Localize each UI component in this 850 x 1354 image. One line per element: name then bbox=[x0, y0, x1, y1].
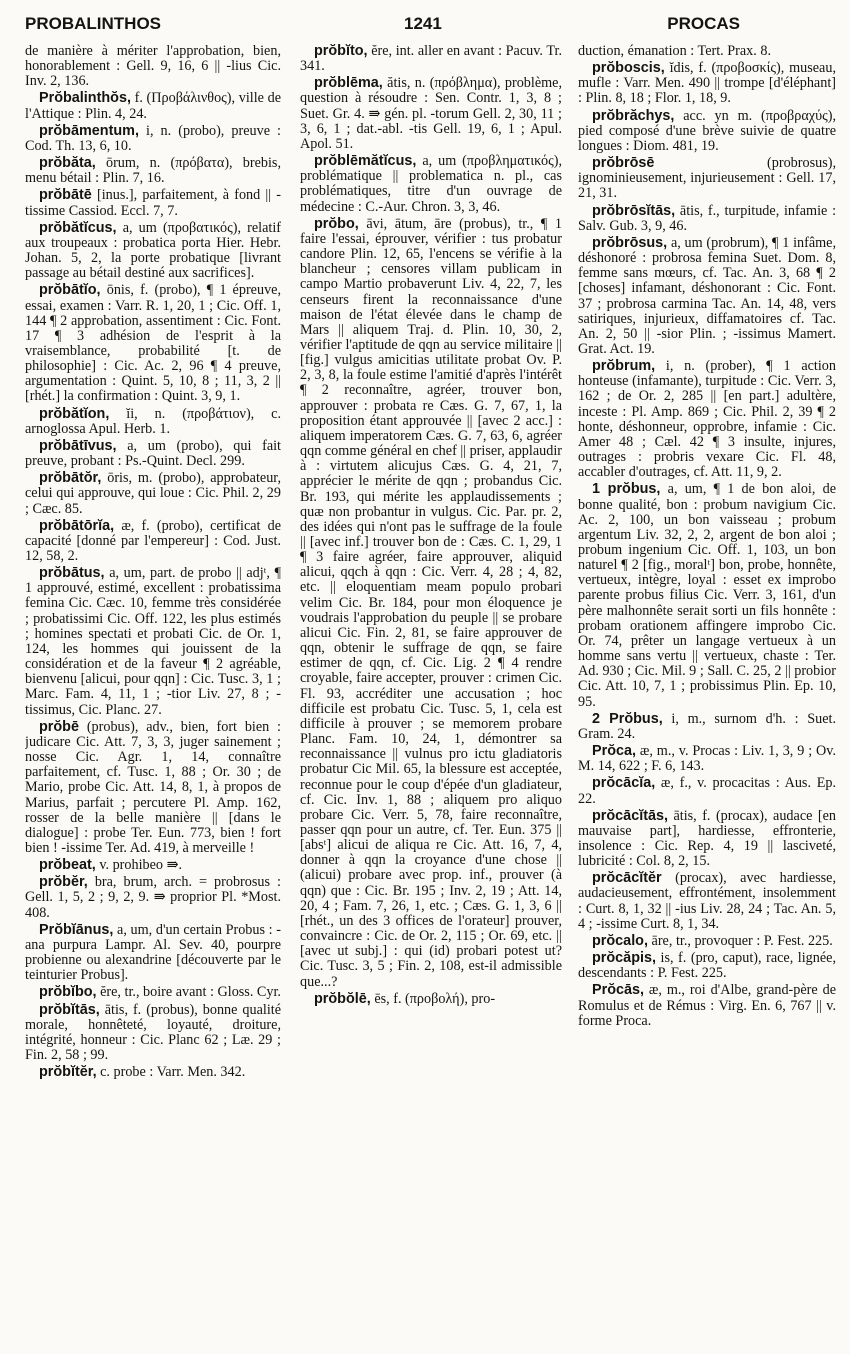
entry-headword: prŏbātōrĭa, bbox=[39, 517, 115, 534]
entry-headword: Prŏbalinthŏs, bbox=[39, 90, 131, 107]
entry-definition: acc. yn m. (προβραχύς), pied composé d'une brève suivie de quatre longues : Diom. 481, 19. bbox=[578, 107, 836, 154]
entry-headword: prŏbŏlē, bbox=[314, 990, 371, 1007]
column-3 bbox=[578, 44, 836, 1349]
entry-headword: prŏbĕr, bbox=[39, 874, 88, 891]
entry-definition: ātis, f. (procax), audace [en mauvaise part], hardiesse, effronterie, insolence : Cic. Rep. 4, 19 || lasciveté, lubricité : Col. 8, 2, 15. bbox=[578, 807, 836, 870]
dictionary-entry bbox=[25, 720, 281, 856]
entry-headword: prŏbĭtās, bbox=[39, 1001, 100, 1018]
entry-definition: duction, émanation : Tert. Prax. 8. bbox=[578, 44, 771, 59]
dictionary-entry bbox=[25, 407, 281, 437]
header-right-guide-word: PROCAS bbox=[667, 14, 740, 33]
entry-definition: ōnis, f. (probo), ¶ 1 épreuve, essai, examen : Varr. R. 1, 20, 1 ; Cic. Off. 1, 144 ¶ 2 approbation, assentiment : Cic. Font. 17 ¶ 3 adhésion de l'esprit à la vraisemblance, probabilité [t. de philosophie] : Cic. Ac. 2, 96 ¶ 4 preuve, argumentation : Quint. 5, 10, 8 ; 11, 3, 2 || [rhét.] la confirmation : Quint. 3, 9, 1. bbox=[25, 282, 281, 405]
entry-headword: prŏboscis, bbox=[592, 60, 665, 77]
entry-headword: prŏcalo, bbox=[592, 932, 648, 949]
entry-headword: prŏblēma, bbox=[314, 75, 383, 92]
entry-headword: prŏbĭto, bbox=[314, 44, 368, 59]
entry-headword: prŏbĭbo, bbox=[39, 984, 97, 1001]
dictionary-entry bbox=[25, 875, 281, 920]
entry-definition: ēs, f. (προβολή), pro- bbox=[374, 990, 496, 1007]
entry-definition: ātis, f. (probus), bonne qualité morale, honnêteté, loyauté, droiture, intégrité, honneur : Cic. Planc 62 ; Læ. 29 ; Fin. 2, 58 ; 99. bbox=[25, 1001, 281, 1063]
entry-definition: a, um (probrum), ¶ 1 infâme, déshonoré : probrosa femina Suet. Dom. 8, femme sans mœurs, cf. Tac. An. 3, 68 ¶ 2 [choses] infamant, déshonorant : Cic. Font. 37 ; probrosa carmina Tac. An. 14, 48, vers satiriques, injurieux, diffamatoires cf. Tac. An. 2, 50 || -sior Plin. ; -issimus Mamert. Grat. Act. 19. bbox=[578, 234, 836, 357]
dictionary-entry bbox=[578, 712, 836, 742]
entry-headword: prŏblēmătĭcus, bbox=[314, 153, 417, 170]
dictionary-entry bbox=[578, 934, 836, 949]
entry-definition: ĕre, int. aller en avant : Pacuv. Tr. 341. bbox=[300, 44, 562, 75]
entry-definition: (procax), avec hardiesse, audacieusement, effrontément, insolemment : Curt. 8, 1, 32 || -ius Liv. 28, 24 ; Tac. An. 5, 4 ; -issime Curt. 8, 1, 34. bbox=[578, 870, 836, 932]
entry-headword: prŏbrōsē bbox=[592, 155, 655, 172]
dictionary-entry bbox=[25, 156, 281, 186]
dictionary-entry bbox=[25, 471, 281, 516]
entry-definition: ătis, n. (πρόβλημα), problème, question à résoudre : Sen. Contr. 1, 3, 8 ; Suet. Gr. 4. ⇛ gén. pl. -torum Gell. 2, 30, 11 ; 3, 6, 1 ; dat.-abl. -tis Gell. 19, 6, 1 ; Apul. Apol. 51. bbox=[300, 75, 562, 152]
entry-definition: (probrosus), ignominieusement, injurieusement : Gell. 17, 21, 31. bbox=[578, 155, 836, 202]
entry-headword: prŏbrum, bbox=[592, 358, 656, 375]
entry-definition: is, f. (pro, caput), race, lignée, descendants : P. Fest. 225. bbox=[578, 950, 836, 982]
entry-headword: prŏcācĭa, bbox=[592, 775, 656, 792]
entry-definition: æ, m., v. Procas : Liv. 1, 3, 9 ; Ov. M. 14, 622 ; F. 6, 143. bbox=[578, 743, 836, 775]
entry-definition: āre, tr., provoquer : P. Fest. 225. bbox=[651, 932, 833, 949]
dictionary-entry bbox=[578, 482, 836, 709]
entry-definition: a, um (probo), qui fait preuve, probant : Ps.-Quint. Decl. 299. bbox=[25, 437, 281, 470]
entry-headword: prŏbătĭon, bbox=[39, 405, 110, 422]
page-number: 1241 bbox=[404, 14, 442, 33]
dictionary-entry bbox=[25, 283, 281, 404]
entry-definition: a, um, ¶ 1 de bon aloi, de bonne qualité, bon : probum navigium Cic. Ac. 2, 100, un bon vaisseau ; probum argentum Liv. 32, 2, 2, argent de bon aloi ; probum ingenium Cic. Off. 1, 103, un bon naturel ¶ 2 [fig., moralᵗ] bon, probe, honnête, vertueux, intègre, loyal : esset ex improbo parente probus filius Cic. Verr. 3, 161, d'un père malhonnête serait sorti un fils honnête : probam orationem affingere improbo Cic. Or. 74, prêter un langage vertueux à un homme sans vertu || vertueux, chaste : Ter. Ad. 930 ; Cic. Mil. 9 ; Sall. C. 25, 2 || probior Cic. Att. 10, 7, 1 ; probissimus Plin. Ep. 10, 95. bbox=[578, 481, 836, 710]
dictionary-entry bbox=[25, 1065, 281, 1080]
dictionary-entry bbox=[578, 871, 836, 932]
dictionary-entry bbox=[578, 951, 836, 981]
dictionary-entry bbox=[300, 217, 562, 990]
entry-headword: prŏbrăchys, bbox=[592, 107, 675, 124]
entry-definition: ātis, f., turpitude, infamie : Salv. Gub. 3, 9, 46. bbox=[578, 202, 836, 234]
entry-definition: ōrum, n. (πρόβατα), brebis, menu bétail : Plin. 7, 16. bbox=[25, 155, 281, 187]
dictionary-entry bbox=[578, 744, 836, 774]
entry-definition: æ, f. (probo), certificat de capacité [donné par l'empereur] : Cod. Just. 12, 58, 2. bbox=[25, 517, 281, 564]
dictionary-entry bbox=[578, 156, 836, 201]
dictionary-entry bbox=[25, 566, 281, 718]
entry-headword: prŏcācĭtĕr bbox=[592, 870, 662, 887]
entry-definition: f. (Προβάλινθος), ville de l'Attique : Plin. 4, 24. bbox=[25, 90, 281, 122]
entry-headword: Prŏcās, bbox=[592, 982, 644, 999]
entry-definition: de manière à mériter l'approbation, bien, honorablement : Gell. 9, 16, 6 || -lius Cic. Inv. 2, 136. bbox=[25, 44, 281, 90]
entry-headword: prŏcācĭtās, bbox=[592, 807, 668, 824]
entry-headword: prŏbātĭo, bbox=[39, 282, 101, 299]
entry-headword: prŏbătĭcus, bbox=[39, 219, 117, 236]
dictionary-entry bbox=[578, 359, 836, 480]
dictionary-entry bbox=[25, 221, 281, 282]
entry-headword: prŏbātus, bbox=[39, 565, 105, 582]
header-left-guide-word: PROBALINTHOS bbox=[25, 14, 161, 33]
dictionary-entry bbox=[25, 439, 281, 469]
dictionary-entry bbox=[25, 44, 281, 89]
entry-definition: i, n. (probo), preuve : Cod. Th. 13, 6, 10. bbox=[25, 122, 281, 154]
entry-headword: prŏcăpis, bbox=[592, 950, 656, 967]
entry-definition: ōris, m. (probo), approbateur, celui qui approuve, qui loue : Cic. Phil. 2, 29 ; Cæc. 85. bbox=[25, 470, 281, 517]
dictionary-entry bbox=[25, 1003, 281, 1064]
entry-definition: ĭdis, f. (προβοσκίς), museau, mufle : Varr. Men. 490 || trompe [d'éléphant] : Plin. 8, 18 ; Flor. 1, 18, 9. bbox=[578, 60, 836, 107]
entry-definition: a, um, part. de probo || adjᵗ, ¶ 1 approuvé, estimé, excellent : probatissima femina Cic. Cæc. 10, femme très considérée ; probatissimi Cic. Off. 122, les plus estimés ; homines spectati et probati Cic. de Or. 1, 124, les hommes qui jouissent de la considération et de la faveur ¶ 2 agréable, bienvenu [alicui, pour qqn] : Cic. Tusc. 3, 1 ; Marc. Fam. 4, 11, 1 ; -tior Liv. 27, 8 ; -tissimus, Cic. Planc. 27. bbox=[25, 565, 281, 718]
dictionary-entry bbox=[25, 188, 281, 218]
entry-headword: Prŏbĭānus, bbox=[39, 921, 114, 938]
dictionary-entry bbox=[300, 44, 562, 74]
entry-headword: prŏbrōsus, bbox=[592, 234, 668, 251]
entry-headword: prŏbātŏr, bbox=[39, 470, 102, 487]
entry-headword: prŏbĭtĕr, bbox=[39, 1064, 97, 1081]
dictionary-entry bbox=[578, 236, 836, 357]
dictionary-entry bbox=[25, 858, 281, 873]
dictionary-entry bbox=[300, 76, 562, 152]
entry-headword: Prŏca, bbox=[592, 743, 636, 760]
entry-definition: a, um, d'un certain Probus : -ana purpura Lampr. Al. Sev. 40, pourpre probienne ou alexandrine [découverte par le teinturier Probus]. bbox=[25, 921, 281, 984]
entry-headword: prŏbo, bbox=[314, 215, 359, 232]
entry-definition: i, n. (prober), ¶ 1 action honteuse (infamante), turpitude : Cic. Verr. 3, 162 ; de Or. 2, 285 || [en part.] adultère, inceste : Pl. Amp. 869 ; Cic. Phil. 2, 39 ¶ 2 honte, déshonneur, opprobre, infamie : Cic. Amer 48 ; Cæl. 42 ¶ 3 insulte, injures, outrages : probris vexare Cic. Fl. 48, accabler d'outrages, cf. Att. 11, 9, 2. bbox=[578, 358, 836, 481]
column-1 bbox=[25, 44, 281, 1349]
dictionary-entry bbox=[300, 154, 562, 215]
entry-headword: prŏbăta, bbox=[39, 155, 96, 172]
entry-definition: v. prohibeo ⇛. bbox=[99, 857, 183, 874]
dictionary-entry bbox=[25, 91, 281, 121]
entry-definition: c. probe : Varr. Men. 342. bbox=[100, 1064, 246, 1081]
entry-definition: bra, brum, arch. = probrosus : Gell. 1, 5, 2 ; 9, 2, 9. ⇛ proprior Pl. *Most. 408. bbox=[25, 874, 281, 921]
dictionary-entry bbox=[578, 109, 836, 154]
entry-definition: a, um (προβληματικός), problématique || problematica n. pl., cas problématiques, titre d'un ouvrage de médecine : C.-Aur. Chron. 3, 3, 46. bbox=[300, 153, 562, 215]
dictionary-entry bbox=[578, 44, 836, 59]
entry-headword: 1 prŏbus, bbox=[592, 481, 661, 498]
column-2 bbox=[300, 44, 562, 1349]
dictionary-entry bbox=[578, 983, 836, 1028]
entry-headword: 2 Prŏbus, bbox=[592, 710, 663, 727]
entry-definition: āvi, ātum, āre (probus), tr., ¶ 1 faire l'essai, éprouver, vérifier : tus probatur candore Plin. 12, 65, l'encens se vérifie à la blancheur ; censores villam publicam in campo Martio probaverunt Liv. 4, 22, 7, les censeurs firent la reconnaissance d'une maison de l'état élevée dans le champ de Mars || aliquem Traj. d. Plin. 10, 30, 2, vérifier l'aptitude de qqn au service militaire || [fig.] vulgus amicitias utilitate probat Ov. P. 2, 3, 8, la foule estime l'amitié d'après l'intérêt ¶ 2 reconnaître, agréer, trouver bon, approuver : probata re Cæs. G. 7, 67, 1, la proposition étant approuvée || [avec 2 acc.] : aliquem imperatorem Cæs. G. 7, 63, 6, agréer qqn comme général en chef || priser, applaudir à : virtutem alicujus Cæs. G. 4, 21, 7, apprécier le mérite de qqn ; probandus Cic. Br. 193, qui mérite les applaudissements ; quæ non probantur in vulgus. Cic. Par. pr. 2, des idées qui n'ont pas le suffrage de la foule || [avec inf.] trouver bon de : Cæs. C. 1, 29, 1 ¶ 3 faire agréer, faire approuver, aliquid alicui, qqch à qqn : Cic. Verr. 4, 28 ; 4, 82, etc. || eloquentiam meam populo probari velim Cic. Br. 184, pour mon éloquence je voudrais l'approbation du peuple || se probare alicui Cic. Fin. 2, 81, se faire approuver de qqn, obtenir le suffrage de qqn, se faire estimer de qqn, cf. Cic. Lig. 2 ¶ 4 rendre croyable, faire accepter, prouver : crimen Cic. Fl. 93, accréditer une accusation ; hoc difficile est probatu Cic. Tusc. 5, 1, cela est difficile à prouver ; se memorem probare Planc. Fam. 10, 24, 1, démontrer sa reconnaissance || vulnus pro ictu gladiatoris probatur Cic Mil. 65, la blessure est acceptée, reconnue pour le coup d'épée d'un gladiateur, cf. Cic. Inv. 1, 88 ; aliquem pro aliquo probare Cic. Verr. 5, 78, faire reconnaître, passer qqn pour un autre, cf. Ter. Eun. 375 || [absᵗ] alicui de aliqua re Cic. Att. 16, 7, 4, donner à qqn la croyance d'une chose || (alicui) probare avec prop. inf., prouver (à qqn) que : Cic. Br. 195 ; Inv. 2, 19 ; Att. 14, 20, 4 ; Fam. 7, 26, 1, etc. ; Cæs. G. 1, 3, 6 || [rhét., un des 3 offices de l'orateur] prouver, convaincre : Cic. de Or. 2, 115 ; Or. 69, etc. || [avec ut subj.] : qui (id) probari potest ut? Cic. Tusc. 3, 5 ; Fin. 2, 108, est-il admissible que...? bbox=[300, 215, 562, 990]
dictionary-entry bbox=[578, 776, 836, 806]
dictionary-entry bbox=[300, 992, 562, 1007]
entry-definition: æ, m., roi d'Albe, grand-père de Romulus et de Rémus : Virg. En. 6, 767 || v. forme Proca. bbox=[578, 982, 836, 1029]
dictionary-entry bbox=[578, 809, 836, 870]
entry-headword: prŏbātīvus, bbox=[39, 437, 117, 454]
dictionary-entry bbox=[578, 61, 836, 106]
entry-headword: prŏbeat, bbox=[39, 857, 96, 874]
entry-definition: ĕre, tr., boire avant : Gloss. Cyr. bbox=[100, 984, 281, 1001]
entry-definition: [inus.], parfaitement, à fond || -tissime Cassiod. Eccl. 7, 7. bbox=[25, 187, 281, 219]
entry-headword: prŏbē bbox=[39, 718, 79, 735]
dictionary-entry bbox=[25, 923, 281, 984]
entry-definition: (probus), adv., bien, fort bien : judicare Cic. Att. 7, 3, 3, juger sainement ; nosse Cic. Agr. 1, 14, connaître parfaitement, cf. Tusc. 1, 88 ; Or. 30 ; de Mario, probe Cic. Att. 14, 8, 1, à propos de Marius, parfait ; percutere Pl. Amp. 162, rosser de la belle manière || [dans le dialogue] : probe Ter. Eun. 773, bien ! fort bien ! -issime Ter. Ad. 419, à merveille ! bbox=[25, 718, 281, 856]
dictionary-entry bbox=[25, 124, 281, 154]
entry-definition: ĭi, n. (προβάτιον), c. arnoglossa Apul. Herb. 1. bbox=[25, 405, 281, 437]
entry-definition: i, m., surnom d'h. : Suet. Gram. 24. bbox=[578, 710, 836, 742]
dictionary-entry bbox=[578, 204, 836, 234]
entry-headword: prŏbrōsĭtās, bbox=[592, 202, 676, 219]
entry-headword: prŏbātē bbox=[39, 187, 92, 204]
running-header bbox=[0, 10, 850, 40]
entry-definition: a, um (προβατικός), relatif aux troupeaux : probatica porta Hier. Hebr. Johan. 5, 2, la porte probatique [livrant passage au bétail destiné aux sacrifices]. bbox=[25, 219, 281, 282]
dictionary-entry bbox=[25, 985, 281, 1000]
dictionary-entry bbox=[25, 519, 281, 564]
entry-definition: æ, f., v. procacitas : Aus. Ep. 22. bbox=[578, 775, 836, 807]
entry-headword: prŏbāmentum, bbox=[39, 122, 139, 139]
